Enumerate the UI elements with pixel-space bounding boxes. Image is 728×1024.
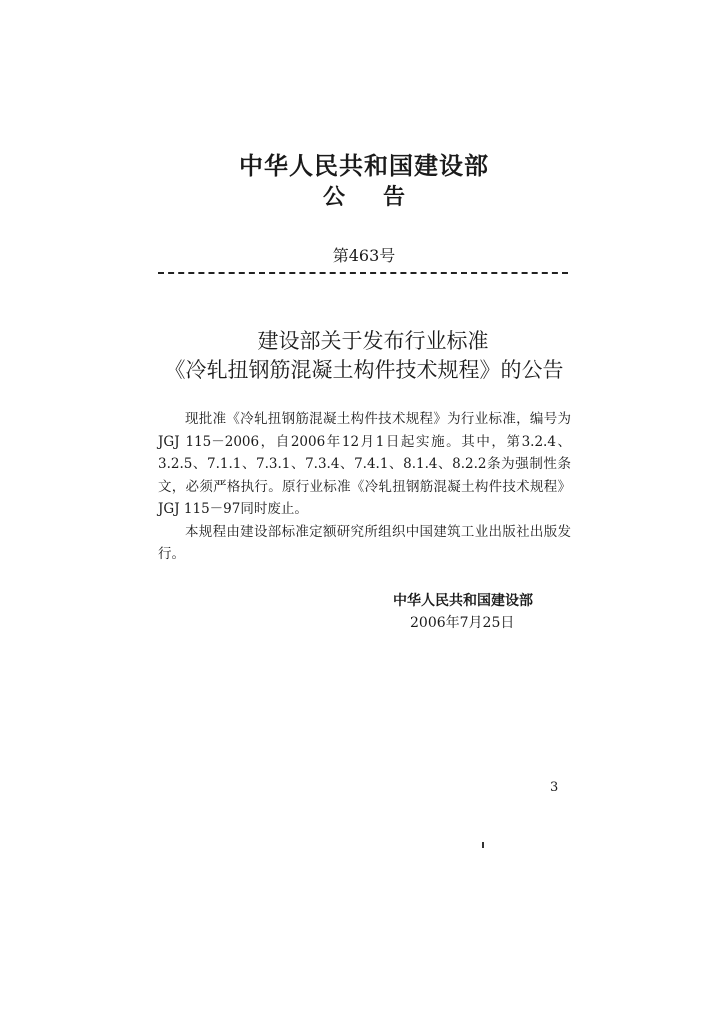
announcement-body — [158, 408, 571, 566]
announcement-heading-line1: 建设部关于发布行业标准 — [257, 329, 489, 353]
body-paragraph-approval: 现批准《冷轧扭钢筋混凝土构件技术规程》为行业标准，编号为JGJ 115－2006，自2006年12月1日起实施。其中，第3.2.4、3.2.5、7.1.1、7.3.1、7.3.4、7.4.1、8.1.4、8.2.2条为强制性条文，必须严格执行。原行业标准《冷轧扭钢筋混凝土构件技术规程》JGJ 115－97同时废止。 — [158, 411, 571, 517]
notice-number: 第463号 — [332, 246, 396, 265]
page-number: 3 — [550, 780, 559, 795]
signature-date: 2006年7月25日 — [410, 615, 515, 631]
announcement-heading-line2: 《冷轧扭钢筋混凝土构件技术规程》的公告 — [164, 358, 564, 382]
header-divider — [158, 272, 568, 274]
ministry-title: 中华人民共和国建设部 — [239, 151, 489, 180]
body-paragraph-publisher: 本规程由建设部标准定额研究所组织中国建筑工业出版社出版发行。 — [158, 523, 571, 562]
signature-organization: 中华人民共和国建设部 — [393, 593, 533, 609]
notice-label: 公告 — [322, 184, 443, 210]
scan-speck — [482, 842, 484, 848]
